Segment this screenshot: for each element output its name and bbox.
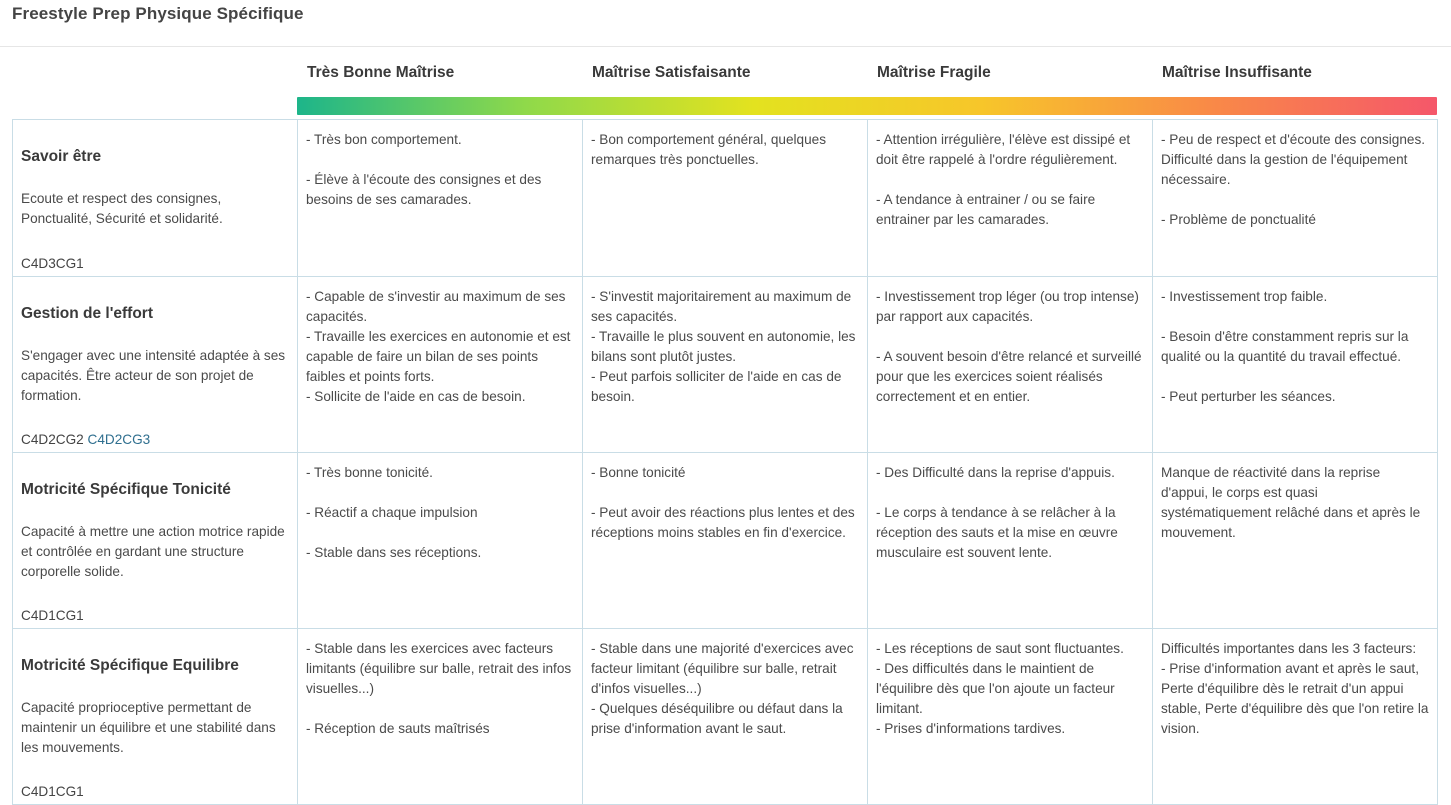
criterion-description: Capacité proprioceptive permettant de maintenir un équilibre et une stabilité dans les mouvements. [21,700,276,755]
criterion-codes [21,430,150,450]
criterion-title: Motricité Spécifique Equilibre [21,657,239,674]
level-cell [298,120,583,277]
cell-text: - Investissement trop faible. - Besoin d'être constamment repris sur la qualité ou la quantité du travail effectué. - Peut perturber les séances. [1161,289,1409,404]
criterion-cell [13,120,298,277]
cell-text: - Les réceptions de saut sont fluctuantes. - Des difficultés dans le maintient de l'équilibre dès que l'on ajoute un facteur limitant. - Prises d'informations tardives. [876,641,1124,736]
criterion-cell [13,453,298,629]
criterion-description: S'engager avec une intensité adaptée à ses capacités. Être acteur de son projet de formation. [21,348,286,403]
level-cell [583,120,868,277]
competency-code: C4D3CG1 [21,256,84,271]
table-row [13,277,1438,453]
level-cell [1153,120,1438,277]
competency-code: C4D1CG1 [21,608,84,623]
cell-text: - Bonne tonicité - Peut avoir des réactions plus lentes et des réceptions moins stables en fin d'exercice. [591,465,855,540]
level-cell [868,629,1153,805]
cell-text: - Stable dans les exercices avec facteurs limitants (équilibre sur balle, retrait des infos visuelles...) - Réception de sauts maîtrisés [306,641,572,736]
level-cell [1153,629,1438,805]
cell-text: - Attention irrégulière, l'élève est dissipé et doit être rappelé à l'ordre régulièrement. - A tendance à entrainer / ou se faire entrainer par les camarades. [876,132,1131,227]
competency-code: C4D2CG2 [21,432,84,447]
level-header-fragile: Maîtrise Fragile [877,64,991,81]
mastery-gradient-bar [297,97,1437,115]
cell-text: Difficultés importantes dans les 3 facteurs: - Prise d'information avant et après le saut, Perte d'équilibre dès le retrait d'un appui stable, Perte d'équilibre dès que l'on retire la vision. [1161,641,1429,736]
cell-text: - S'investit majoritairement au maximum de ses capacités. - Travaille le plus souvent en autonomie, les bilans sont plutôt justes. - Peut parfois solliciter de l'aide en cas de besoin. [591,289,856,404]
level-header-insuffisante: Maîtrise Insuffisante [1162,64,1312,81]
page-title: Freestyle Prep Physique Spécifique [12,4,304,23]
table-row [13,629,1438,805]
level-cell [298,629,583,805]
criterion-title: Gestion de l'effort [21,305,153,322]
level-header-tres-bonne: Très Bonne Maîtrise [307,64,455,81]
criterion-title: Motricité Spécifique Tonicité [21,481,231,498]
cell-text: - Stable dans une majorité d'exercices avec facteur limitant (équilibre sur balle, retrait d'infos visuelles...) - Quelques déséquilibre ou défaut dans la prise d'information avant le saut. [591,641,854,736]
criterion-description: Ecoute et respect des consignes, Ponctualité, Sécurité et solidarité. [21,191,223,226]
criterion-codes [21,606,84,626]
level-cell [298,453,583,629]
competency-code-link[interactable]: C4D2CG3 [87,432,151,447]
cell-text: Manque de réactivité dans la reprise d'appui, le corps est quasi systématiquement relâché dans et après le mouvement. [1161,465,1421,540]
criterion-title: Savoir être [21,148,102,165]
cell-text: - Capable de s'investir au maximum de ses capacités. - Travaille les exercices en autonomie et est capable de faire un bilan de ses points faibles et points forts. - Sollicite de l'aide en cas de besoin. [306,289,571,404]
level-cell [868,120,1153,277]
rubric-table [12,119,1438,805]
cell-text: - Bon comportement général, quelques remarques très ponctuelles. [591,132,827,167]
competency-code: C4D1CG1 [21,784,84,799]
level-cell [583,453,868,629]
criterion-description: Capacité à mettre une action motrice rapide et contrôlée en gardant une structure corporelle solide. [21,524,285,579]
criterion-codes [21,254,84,274]
table-row [13,120,1438,277]
level-header-satisfaisante: Maîtrise Satisfaisante [592,64,751,81]
criterion-cell [13,277,298,453]
cell-text: - Très bon comportement. - Élève à l'écoute des consignes et des besoins de ses camarades. [306,132,542,207]
criterion-cell [13,629,298,805]
level-cell [868,453,1153,629]
cell-text: - Investissement trop léger (ou trop intense) par rapport aux capacités. - A souvent besoin d'être relancé et surveillé pour que les exercices soient réalisés correctement et en entier. [876,289,1142,404]
cell-text: - Peu de respect et d'écoute des consignes. Difficulté dans la gestion de l'équipement nécessaire. - Problème de ponctualité [1161,132,1426,227]
cell-text: - Très bonne tonicité. - Réactif a chaque impulsion - Stable dans ses réceptions. [306,465,482,560]
table-row [13,453,1438,629]
level-headers [0,64,1451,88]
level-cell [298,277,583,453]
level-cell [1153,453,1438,629]
level-cell [583,629,868,805]
cell-text: - Des Difficulté dans la reprise d'appuis. - Le corps à tendance à se relâcher à la réception des sauts et la mise en œuvre musculaire est souvent lente. [876,465,1118,560]
level-cell [868,277,1153,453]
criterion-codes [21,782,84,802]
level-cell [583,277,868,453]
top-bar [0,0,1451,47]
level-cell [1153,277,1438,453]
